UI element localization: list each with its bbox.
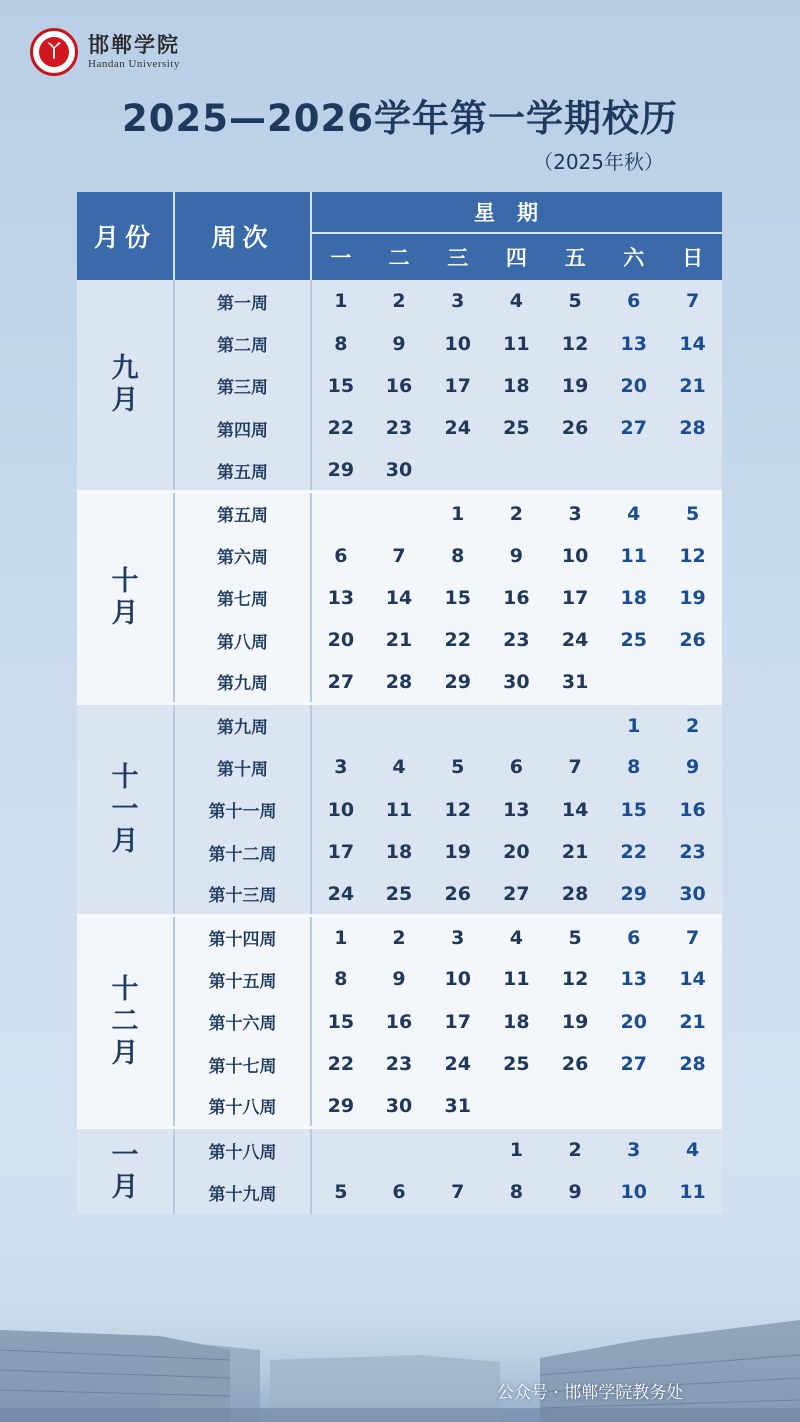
date-cell: 9	[370, 322, 429, 364]
week-column-header: 周次	[174, 192, 311, 280]
date-cell: 4	[487, 916, 546, 958]
weekday-header: 六	[604, 233, 663, 280]
date-cell: 27	[487, 873, 546, 915]
date-cell: 12	[546, 322, 605, 364]
date-cell: 13	[311, 577, 370, 619]
date-cell: 4	[370, 746, 429, 788]
date-cell: 30	[487, 662, 546, 704]
date-cell: 18	[487, 365, 546, 407]
week-row	[77, 407, 722, 449]
date-cell	[487, 704, 546, 746]
date-cell: 28	[546, 873, 605, 915]
week-label: 第十八周	[174, 1128, 311, 1171]
week-row	[77, 1001, 722, 1043]
date-cell: 11	[487, 958, 546, 1000]
date-cell: 20	[604, 1001, 663, 1043]
date-cell: 12	[428, 789, 487, 831]
week-row	[77, 365, 722, 407]
date-cell: 6	[487, 746, 546, 788]
month-label-char: 月	[111, 825, 139, 857]
date-cell: 3	[428, 280, 487, 322]
month-label-char: 月	[111, 1037, 139, 1069]
date-cell: 6	[604, 280, 663, 322]
date-cell: 26	[546, 1043, 605, 1085]
date-cell: 3	[311, 746, 370, 788]
date-cell: 29	[311, 1085, 370, 1127]
date-cell	[311, 704, 370, 746]
date-cell: 10	[604, 1171, 663, 1214]
date-cell: 7	[428, 1171, 487, 1214]
date-cell: 20	[604, 365, 663, 407]
date-cell: 10	[428, 958, 487, 1000]
date-cell: 9	[370, 958, 429, 1000]
date-cell: 1	[428, 492, 487, 534]
date-cell: 26	[546, 407, 605, 449]
week-label: 第九周	[174, 662, 311, 704]
week-row	[77, 534, 722, 576]
date-cell: 8	[428, 534, 487, 576]
date-cell: 23	[370, 407, 429, 449]
date-cell	[546, 450, 605, 492]
week-label: 第七周	[174, 577, 311, 619]
month-label	[77, 916, 174, 1128]
date-cell: 28	[370, 662, 429, 704]
date-cell: 17	[311, 831, 370, 873]
date-cell	[428, 1128, 487, 1171]
week-label: 第十五周	[174, 958, 311, 1000]
date-cell: 25	[604, 619, 663, 661]
week-row	[77, 492, 722, 534]
date-cell: 7	[546, 746, 605, 788]
date-cell: 3	[604, 1128, 663, 1171]
month-label-char: 十	[111, 565, 139, 597]
weekday-header: 四	[487, 233, 546, 280]
date-cell: 1	[604, 704, 663, 746]
month-label-char: 月	[111, 597, 139, 629]
date-cell: 2	[370, 280, 429, 322]
week-label: 第十三周	[174, 873, 311, 915]
date-cell: 28	[663, 407, 722, 449]
date-cell: 5	[311, 1171, 370, 1214]
date-cell: 23	[663, 831, 722, 873]
date-cell	[604, 662, 663, 704]
date-cell: 21	[663, 365, 722, 407]
date-cell: 26	[663, 619, 722, 661]
week-label: 第十一周	[174, 789, 311, 831]
date-cell	[370, 492, 429, 534]
date-cell: 14	[663, 322, 722, 364]
date-cell: 9	[546, 1171, 605, 1214]
month-label-char: 十	[111, 761, 139, 793]
week-row	[77, 873, 722, 915]
week-row	[77, 958, 722, 1000]
date-cell	[663, 662, 722, 704]
school-calendar-table	[77, 192, 722, 1214]
date-cell: 8	[311, 322, 370, 364]
weekday-header: 日	[663, 233, 722, 280]
week-row	[77, 916, 722, 958]
week-label: 第十七周	[174, 1043, 311, 1085]
week-label: 第十九周	[174, 1171, 311, 1214]
weekday-header: 五	[546, 233, 605, 280]
month-label-char: 月	[111, 1171, 139, 1203]
date-cell: 25	[487, 407, 546, 449]
date-cell: 17	[428, 365, 487, 407]
date-cell: 29	[604, 873, 663, 915]
date-cell: 19	[428, 831, 487, 873]
date-cell: 8	[487, 1171, 546, 1214]
date-cell: 18	[604, 577, 663, 619]
date-cell: 28	[663, 1043, 722, 1085]
date-cell: 6	[370, 1171, 429, 1214]
date-cell: 8	[311, 958, 370, 1000]
page-title: 2025—2026学年第一学期校历	[122, 97, 678, 140]
page-subtitle: （2025年秋）	[533, 150, 664, 174]
date-cell: 15	[311, 365, 370, 407]
date-cell	[370, 704, 429, 746]
date-cell: 15	[311, 1001, 370, 1043]
date-cell	[370, 1128, 429, 1171]
date-cell: 12	[546, 958, 605, 1000]
date-cell: 21	[546, 831, 605, 873]
date-cell	[663, 1085, 722, 1127]
wechat-watermark: 公众号 · 邯郸学院教务处	[497, 1383, 684, 1403]
date-cell	[487, 1085, 546, 1127]
date-cell: 20	[487, 831, 546, 873]
date-cell: 27	[604, 1043, 663, 1085]
date-cell	[311, 1128, 370, 1171]
date-cell: 30	[370, 450, 429, 492]
date-cell: 6	[311, 534, 370, 576]
date-cell: 4	[663, 1128, 722, 1171]
date-cell: 23	[370, 1043, 429, 1085]
week-label: 第三周	[174, 365, 311, 407]
week-label: 第十八周	[174, 1085, 311, 1127]
date-cell: 12	[663, 534, 722, 576]
weekday-header: 二	[370, 233, 429, 280]
date-cell: 1	[311, 916, 370, 958]
date-cell	[487, 450, 546, 492]
date-cell: 13	[487, 789, 546, 831]
date-cell: 8	[604, 746, 663, 788]
date-cell: 7	[663, 916, 722, 958]
week-label: 第四周	[174, 407, 311, 449]
month-label-char: 月	[111, 385, 139, 417]
week-row	[77, 789, 722, 831]
weekdays-title-header: 星期	[311, 192, 722, 233]
date-cell: 22	[311, 407, 370, 449]
date-cell: 9	[487, 534, 546, 576]
date-cell: 19	[546, 365, 605, 407]
date-cell: 21	[663, 1001, 722, 1043]
week-label: 第十周	[174, 746, 311, 788]
date-cell: 1	[311, 280, 370, 322]
date-cell: 18	[370, 831, 429, 873]
date-cell: 16	[663, 789, 722, 831]
date-cell: 5	[428, 746, 487, 788]
date-cell: 14	[370, 577, 429, 619]
week-label: 第十四周	[174, 916, 311, 958]
calendar-body	[77, 280, 722, 1214]
date-cell: 1	[487, 1128, 546, 1171]
date-cell: 29	[428, 662, 487, 704]
date-cell: 18	[487, 1001, 546, 1043]
date-cell: 11	[663, 1171, 722, 1214]
university-name-en: Handan University	[88, 58, 180, 70]
date-cell: 31	[428, 1085, 487, 1127]
date-cell: 4	[487, 280, 546, 322]
date-cell: 22	[604, 831, 663, 873]
month-label	[77, 1128, 174, 1214]
date-cell	[604, 450, 663, 492]
week-row	[77, 831, 722, 873]
date-cell	[546, 704, 605, 746]
week-label: 第十六周	[174, 1001, 311, 1043]
date-cell: 14	[546, 789, 605, 831]
week-label: 第五周	[174, 492, 311, 534]
date-cell: 25	[370, 873, 429, 915]
date-cell: 2	[487, 492, 546, 534]
date-cell	[663, 450, 722, 492]
date-cell: 20	[311, 619, 370, 661]
date-cell: 3	[428, 916, 487, 958]
date-cell: 10	[546, 534, 605, 576]
week-row	[77, 1171, 722, 1214]
date-cell: 3	[546, 492, 605, 534]
date-cell: 19	[663, 577, 722, 619]
date-cell: 6	[604, 916, 663, 958]
date-cell: 16	[370, 365, 429, 407]
date-cell: 7	[370, 534, 429, 576]
week-row	[77, 1128, 722, 1171]
date-cell: 2	[546, 1128, 605, 1171]
month-label-char: 一	[111, 1139, 139, 1171]
week-row	[77, 746, 722, 788]
date-cell: 15	[428, 577, 487, 619]
month-label-char: 十	[111, 973, 139, 1005]
week-label: 第九周	[174, 704, 311, 746]
date-cell: 27	[311, 662, 370, 704]
date-cell: 23	[487, 619, 546, 661]
date-cell: 5	[663, 492, 722, 534]
date-cell: 17	[546, 577, 605, 619]
date-cell: 11	[487, 322, 546, 364]
week-row	[77, 280, 722, 322]
date-cell: 31	[546, 662, 605, 704]
week-label: 第八周	[174, 619, 311, 661]
date-cell: 2	[370, 916, 429, 958]
weekday-header: 一	[311, 233, 370, 280]
date-cell: 5	[546, 916, 605, 958]
date-cell: 24	[311, 873, 370, 915]
weekday-header: 三	[428, 233, 487, 280]
university-name-cn: 邯郸学院	[88, 32, 180, 57]
week-row	[77, 662, 722, 704]
date-cell: 10	[428, 322, 487, 364]
date-cell: 10	[311, 789, 370, 831]
month-label	[77, 280, 174, 492]
campus-buildings-illustration	[0, 1300, 800, 1422]
date-cell: 26	[428, 873, 487, 915]
month-column-header: 月份	[77, 192, 174, 280]
date-cell: 24	[428, 1043, 487, 1085]
month-label-char: 九	[111, 353, 139, 385]
week-row	[77, 1085, 722, 1127]
date-cell: 13	[604, 322, 663, 364]
month-label-char: 二	[111, 1005, 139, 1037]
date-cell: 30	[370, 1085, 429, 1127]
date-cell: 22	[311, 1043, 370, 1085]
date-cell	[604, 1085, 663, 1127]
date-cell: 15	[604, 789, 663, 831]
date-cell: 29	[311, 450, 370, 492]
week-row	[77, 1043, 722, 1085]
month-label-char: 一	[111, 793, 139, 825]
date-cell: 16	[370, 1001, 429, 1043]
university-logo-block	[30, 28, 180, 76]
date-cell	[546, 1085, 605, 1127]
date-cell: 5	[546, 280, 605, 322]
week-label: 第十二周	[174, 831, 311, 873]
week-row	[77, 619, 722, 661]
date-cell: 25	[487, 1043, 546, 1085]
date-cell: 14	[663, 958, 722, 1000]
week-row	[77, 704, 722, 746]
date-cell: 27	[604, 407, 663, 449]
week-row	[77, 577, 722, 619]
month-label	[77, 492, 174, 704]
date-cell	[428, 704, 487, 746]
week-label: 第五周	[174, 450, 311, 492]
date-cell: 2	[663, 704, 722, 746]
date-cell: 21	[370, 619, 429, 661]
week-label: 第二周	[174, 322, 311, 364]
date-cell	[311, 492, 370, 534]
date-cell	[428, 450, 487, 492]
date-cell: 17	[428, 1001, 487, 1043]
date-cell: 22	[428, 619, 487, 661]
date-cell: 4	[604, 492, 663, 534]
university-seal-icon: 丫	[30, 28, 78, 76]
month-label	[77, 704, 174, 916]
date-cell: 24	[546, 619, 605, 661]
week-label: 第六周	[174, 534, 311, 576]
date-cell: 11	[604, 534, 663, 576]
week-label: 第一周	[174, 280, 311, 322]
date-cell: 24	[428, 407, 487, 449]
date-cell: 11	[370, 789, 429, 831]
date-cell: 30	[663, 873, 722, 915]
date-cell: 9	[663, 746, 722, 788]
date-cell: 7	[663, 280, 722, 322]
date-cell: 16	[487, 577, 546, 619]
date-cell: 19	[546, 1001, 605, 1043]
date-cell: 13	[604, 958, 663, 1000]
week-row	[77, 322, 722, 364]
week-row	[77, 450, 722, 492]
